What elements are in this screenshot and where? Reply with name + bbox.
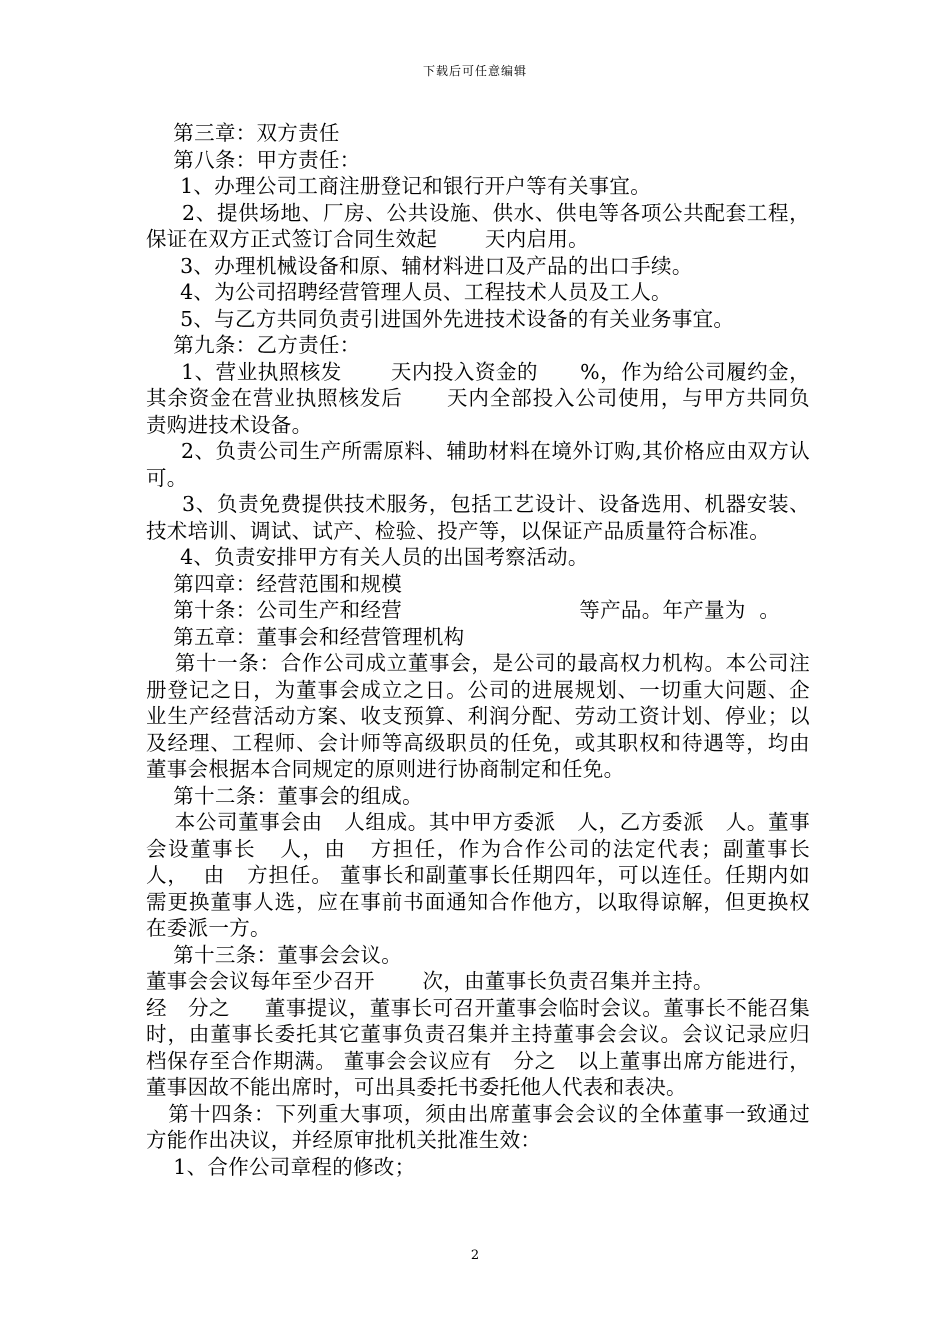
paragraph-article-13-body: 经 分之 董事提议，董事长可召开董事会临时会议。董事长不能召集时，由董事长委托其它董事负责召集并主持董事会会议。会议记录应归档保存至合作期满。 董事会会议应有 分之 以上董事出席方能进行，董事因故不能出席时，可出具委托书委托他人代表和表决。 bbox=[146, 995, 810, 1099]
paragraph-article-13-title: 第十三条：董事会会议。 bbox=[146, 942, 403, 967]
paragraph-chapter-4-title: 第四章：经营范围和规模 bbox=[146, 571, 403, 596]
paragraph-article-13-line-1: 董事会会议每年至少召开 次，由董事长负责召集并主持。 bbox=[146, 969, 714, 993]
document-body bbox=[146, 120, 831, 1180]
paragraph-chapter-5-title: 第五章：董事会和经营管理机构 bbox=[146, 624, 465, 649]
paragraph-article-8-item-5: 5、与乙方共同负责引进国外先进技术设备的有关业务事宜。 bbox=[146, 306, 735, 331]
paragraph-article-14-item-1: 1、合作公司章程的修改； bbox=[146, 1154, 416, 1179]
paragraph-article-8-item-4: 4、为公司招聘经营管理人员、工程技术人员及工人。 bbox=[146, 280, 672, 304]
paragraph-article-10: 第十条：公司生产和经营 等产品。年产量为 。 bbox=[146, 598, 781, 622]
paragraph-article-8-item-2: 2、提供场地、厂房、公共设施、供水、供电等各项公共配套工程，保证在双方正式签订合同生效起 天内启用。 bbox=[146, 200, 810, 251]
page-footer bbox=[0, 1248, 950, 1263]
paragraph-article-8-item-1: 1、办理公司工商注册登记和银行开户等有关事宜。 bbox=[146, 174, 652, 198]
paragraph-article-9-item-4: 4、负责安排甲方有关人员的出国考察活动。 bbox=[146, 545, 589, 569]
paragraph-article-11: 第十一条：合作公司成立董事会，是公司的最高权力机构。本公司注册登记之日，为董事会成立之日。公司的进展规划、一切重大问题、企业生产经营活动方案、收支预算、利润分配、劳动工资计划、停业；以及经理、工程师、会计师等高级职员的任免，或其职权和待遇等，均由董事会根据本合同规定的原则进行协商制定和任免。 bbox=[146, 651, 811, 781]
page-number: 2 bbox=[470, 1248, 480, 1263]
paragraph-article-9-item-3: 3、负责免费提供技术服务，包括工艺设计、设备选用、机器安装、技术培训、调试、试产、检验、投产等，以保证产品质量符合标准。 bbox=[146, 492, 810, 543]
page-header bbox=[0, 62, 950, 79]
paragraph-article-14: 第十四条：下列重大事项，须由出席董事会会议的全体董事一致通过方能作出决议，并经原审批机关批准生效： bbox=[146, 1101, 811, 1152]
paragraph-article-12-title: 第十二条：董事会的组成。 bbox=[146, 783, 423, 808]
paragraph-article-9-title: 第九条：乙方责任： bbox=[146, 333, 361, 357]
paragraph-article-9-item-2: 2、负责公司生产所需原料、辅助材料在境外订购,其价格应由双方认可。 bbox=[146, 439, 810, 490]
header-text: 下载后可任意编辑 bbox=[422, 64, 527, 78]
paragraph-chapter-3-title: 第三章：双方责任 bbox=[146, 121, 340, 145]
paragraph-article-9-item-1: 1、营业执照核发 天内投入资金的 %，作为给公司履约金，其余资金在营业执照核发后 天内全部投入公司使用，与甲方共同负责购进技术设备。 bbox=[146, 359, 810, 437]
paragraph-article-8-item-3: 3、办理机械设备和原、辅材料进口及产品的出口手续。 bbox=[146, 253, 693, 278]
paragraph-article-12-body: 本公司董事会由 人组成。其中甲方委派 人，乙方委派 人。董事会设董事长 人，由 方担任，作为合作公司的法定代表；副董事长 人， 由 方担任。 董事长和副董事长任期四年，可以连任。任期内如需更换董事人选，应在事前书面通知合作他方，以取得谅解，但更换权在委派一方。 bbox=[146, 810, 831, 940]
paragraph-article-8-title: 第八条：甲方责任： bbox=[146, 147, 361, 172]
